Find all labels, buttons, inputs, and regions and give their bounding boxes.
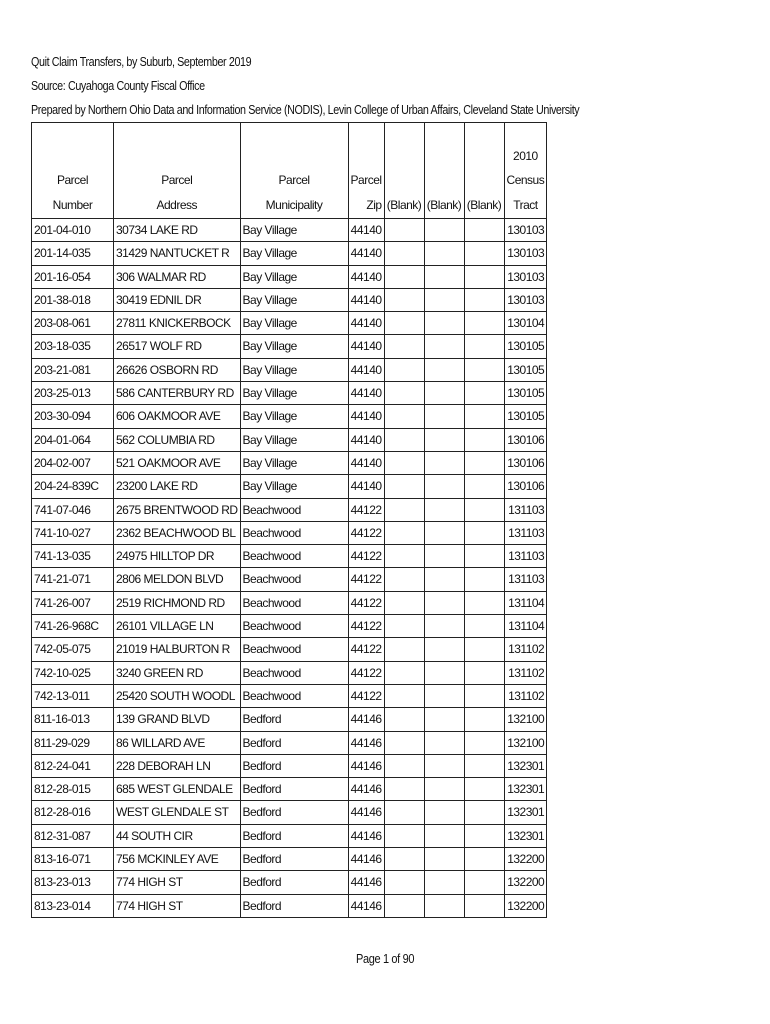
cell-parcel-number: 741-26-968C	[32, 615, 114, 638]
cell-census-tract: 130106	[504, 475, 547, 498]
table-row	[32, 219, 547, 242]
cell-parcel-zip: 44140	[348, 382, 384, 405]
cell-blank-1	[384, 661, 424, 684]
cell-blank-3	[464, 801, 504, 824]
cell-blank-2	[424, 219, 464, 242]
cell-parcel-address: 26101 VILLAGE LN	[114, 615, 241, 638]
cell-parcel-municipality: Beachwood	[240, 568, 348, 591]
cell-parcel-address: 26626 OSBORN RD	[114, 358, 241, 381]
table-row	[32, 498, 547, 521]
cell-parcel-municipality: Bedford	[240, 778, 348, 801]
cell-parcel-zip: 44122	[348, 638, 384, 661]
cell-parcel-address: 139 GRAND BLVD	[114, 708, 241, 731]
cell-blank-1	[384, 638, 424, 661]
header-row	[32, 123, 547, 219]
cell-parcel-zip: 44140	[348, 475, 384, 498]
cell-blank-3	[464, 545, 504, 568]
cell-parcel-address: 685 WEST GLENDALE	[114, 778, 241, 801]
cell-parcel-municipality: Bay Village	[240, 312, 348, 335]
cell-parcel-number: 813-23-014	[32, 894, 114, 917]
cell-blank-1	[384, 708, 424, 731]
cell-parcel-number: 811-29-029	[32, 731, 114, 754]
cell-blank-1	[384, 731, 424, 754]
cell-parcel-municipality: Bedford	[240, 708, 348, 731]
cell-parcel-address: 30734 LAKE RD	[114, 219, 241, 242]
cell-parcel-number: 203-21-081	[32, 358, 114, 381]
col-parcel-municipality: Parcel Municipality	[240, 123, 348, 219]
cell-blank-2	[424, 335, 464, 358]
cell-blank-3	[464, 335, 504, 358]
cell-blank-2	[424, 848, 464, 871]
cell-parcel-zip: 44122	[348, 545, 384, 568]
cell-parcel-address: 30419 EDNIL DR	[114, 288, 241, 311]
cell-parcel-number: 811-16-013	[32, 708, 114, 731]
col-blank-3: (Blank)	[464, 123, 504, 219]
cell-blank-2	[424, 824, 464, 847]
cell-parcel-number: 201-16-054	[32, 265, 114, 288]
cell-parcel-municipality: Bay Village	[240, 219, 348, 242]
cell-parcel-address: 31429 NANTUCKET R	[114, 242, 241, 265]
cell-parcel-address: 27811 KNICKERBOCK	[114, 312, 241, 335]
cell-parcel-municipality: Beachwood	[240, 498, 348, 521]
cell-blank-3	[464, 894, 504, 917]
cell-blank-1	[384, 335, 424, 358]
cell-blank-3	[464, 475, 504, 498]
cell-parcel-number: 742-13-011	[32, 684, 114, 707]
table-row	[32, 824, 547, 847]
cell-census-tract: 130103	[504, 288, 547, 311]
table-row	[32, 288, 547, 311]
cell-census-tract: 130103	[504, 265, 547, 288]
cell-parcel-number: 203-08-061	[32, 312, 114, 335]
cell-parcel-address: 86 WILLARD AVE	[114, 731, 241, 754]
table-row	[32, 358, 547, 381]
cell-parcel-zip: 44140	[348, 312, 384, 335]
cell-parcel-zip: 44140	[348, 451, 384, 474]
cell-census-tract: 131102	[504, 638, 547, 661]
cell-parcel-number: 203-18-035	[32, 335, 114, 358]
table-row	[32, 405, 547, 428]
cell-parcel-municipality: Beachwood	[240, 638, 348, 661]
cell-parcel-address: 756 MCKINLEY AVE	[114, 848, 241, 871]
table-row	[32, 521, 547, 544]
cell-blank-1	[384, 358, 424, 381]
cell-parcel-address: 2519 RICHMOND RD	[114, 591, 241, 614]
table-row	[32, 754, 547, 777]
cell-blank-3	[464, 615, 504, 638]
cell-parcel-municipality: Bay Village	[240, 288, 348, 311]
cell-parcel-address: 2362 BEACHWOOD BL	[114, 521, 241, 544]
cell-blank-2	[424, 731, 464, 754]
cell-parcel-address: 606 OAKMOOR AVE	[114, 405, 241, 428]
cell-blank-2	[424, 382, 464, 405]
cell-blank-3	[464, 778, 504, 801]
cell-blank-2	[424, 498, 464, 521]
cell-census-tract: 130104	[504, 312, 547, 335]
cell-blank-3	[464, 684, 504, 707]
cell-blank-3	[464, 405, 504, 428]
table-row	[32, 265, 547, 288]
cell-parcel-zip: 44140	[348, 335, 384, 358]
cell-parcel-zip: 44146	[348, 871, 384, 894]
cell-blank-3	[464, 871, 504, 894]
cell-blank-3	[464, 638, 504, 661]
cell-parcel-zip: 44122	[348, 591, 384, 614]
cell-parcel-number: 742-05-075	[32, 638, 114, 661]
cell-census-tract: 132100	[504, 731, 547, 754]
cell-blank-3	[464, 242, 504, 265]
cell-parcel-municipality: Beachwood	[240, 684, 348, 707]
table-row	[32, 451, 547, 474]
cell-census-tract: 130105	[504, 382, 547, 405]
cell-blank-3	[464, 312, 504, 335]
cell-parcel-address: 774 HIGH ST	[114, 894, 241, 917]
cell-blank-2	[424, 358, 464, 381]
cell-parcel-number: 812-24-041	[32, 754, 114, 777]
cell-census-tract: 131104	[504, 591, 547, 614]
cell-parcel-municipality: Bedford	[240, 754, 348, 777]
cell-blank-2	[424, 801, 464, 824]
cell-parcel-address: 306 WALMAR RD	[114, 265, 241, 288]
cell-parcel-municipality: Bay Village	[240, 335, 348, 358]
cell-parcel-address: 44 SOUTH CIR	[114, 824, 241, 847]
cell-census-tract: 130106	[504, 451, 547, 474]
cell-blank-2	[424, 661, 464, 684]
cell-census-tract: 130105	[504, 335, 547, 358]
cell-parcel-zip: 44122	[348, 521, 384, 544]
cell-parcel-number: 813-16-071	[32, 848, 114, 871]
cell-parcel-municipality: Bay Village	[240, 451, 348, 474]
table-row	[32, 684, 547, 707]
report-prepared-by: Prepared by Northern Ohio Data and Information Service (NODIS), Levin College of Urban Affairs, Cleveland State University	[31, 103, 580, 117]
cell-blank-3	[464, 731, 504, 754]
cell-blank-3	[464, 591, 504, 614]
cell-blank-2	[424, 475, 464, 498]
cell-parcel-address: 562 COLUMBIA RD	[114, 428, 241, 451]
report-title: Quit Claim Transfers, by Suburb, September 2019	[31, 55, 252, 69]
cell-parcel-address: WEST GLENDALE ST	[114, 801, 241, 824]
cell-parcel-address: 2675 BRENTWOOD RD	[114, 498, 241, 521]
cell-blank-1	[384, 475, 424, 498]
cell-census-tract: 132301	[504, 778, 547, 801]
cell-parcel-zip: 44140	[348, 428, 384, 451]
table-row	[32, 312, 547, 335]
cell-census-tract: 130105	[504, 358, 547, 381]
cell-blank-3	[464, 568, 504, 591]
cell-census-tract: 131102	[504, 661, 547, 684]
cell-blank-1	[384, 778, 424, 801]
cell-blank-2	[424, 545, 464, 568]
cell-blank-1	[384, 405, 424, 428]
cell-parcel-zip: 44140	[348, 405, 384, 428]
cell-blank-1	[384, 451, 424, 474]
report-source: Source: Cuyahoga County Fiscal Office	[31, 79, 205, 93]
cell-blank-2	[424, 521, 464, 544]
cell-blank-1	[384, 615, 424, 638]
table-row	[32, 545, 547, 568]
cell-parcel-municipality: Bedford	[240, 801, 348, 824]
transfers-table	[31, 122, 547, 918]
cell-census-tract: 132301	[504, 754, 547, 777]
cell-blank-1	[384, 545, 424, 568]
cell-parcel-number: 201-04-010	[32, 219, 114, 242]
cell-blank-2	[424, 265, 464, 288]
cell-parcel-zip: 44146	[348, 778, 384, 801]
cell-blank-2	[424, 568, 464, 591]
table-row	[32, 382, 547, 405]
cell-blank-2	[424, 428, 464, 451]
cell-blank-2	[424, 288, 464, 311]
cell-blank-3	[464, 754, 504, 777]
cell-parcel-address: 21019 HALBURTON R	[114, 638, 241, 661]
cell-census-tract: 131103	[504, 521, 547, 544]
cell-census-tract: 130103	[504, 219, 547, 242]
cell-parcel-municipality: Bedford	[240, 894, 348, 917]
cell-blank-2	[424, 778, 464, 801]
cell-blank-1	[384, 242, 424, 265]
cell-blank-1	[384, 219, 424, 242]
cell-parcel-municipality: Beachwood	[240, 615, 348, 638]
cell-blank-1	[384, 871, 424, 894]
cell-parcel-number: 204-02-007	[32, 451, 114, 474]
cell-parcel-zip: 44146	[348, 731, 384, 754]
cell-parcel-municipality: Beachwood	[240, 591, 348, 614]
cell-parcel-zip: 44122	[348, 615, 384, 638]
cell-parcel-number: 741-13-035	[32, 545, 114, 568]
cell-census-tract: 130106	[504, 428, 547, 451]
cell-parcel-municipality: Bay Village	[240, 475, 348, 498]
cell-parcel-zip: 44122	[348, 684, 384, 707]
cell-parcel-zip: 44122	[348, 568, 384, 591]
cell-census-tract: 131104	[504, 615, 547, 638]
cell-parcel-number: 812-28-016	[32, 801, 114, 824]
cell-blank-3	[464, 219, 504, 242]
col-blank-2: (Blank)	[424, 123, 464, 219]
cell-parcel-municipality: Bay Village	[240, 428, 348, 451]
cell-parcel-zip: 44140	[348, 219, 384, 242]
cell-parcel-address: 23200 LAKE RD	[114, 475, 241, 498]
cell-parcel-zip: 44146	[348, 754, 384, 777]
cell-census-tract: 132100	[504, 708, 547, 731]
table-row	[32, 638, 547, 661]
cell-parcel-municipality: Bay Village	[240, 242, 348, 265]
cell-blank-3	[464, 451, 504, 474]
cell-parcel-zip: 44140	[348, 288, 384, 311]
table-row	[32, 428, 547, 451]
cell-parcel-number: 204-01-064	[32, 428, 114, 451]
cell-parcel-number: 812-31-087	[32, 824, 114, 847]
cell-census-tract: 130103	[504, 242, 547, 265]
cell-parcel-zip: 44146	[348, 801, 384, 824]
cell-blank-2	[424, 312, 464, 335]
cell-census-tract: 132200	[504, 894, 547, 917]
cell-parcel-address: 2806 MELDON BLVD	[114, 568, 241, 591]
cell-parcel-address: 774 HIGH ST	[114, 871, 241, 894]
cell-blank-2	[424, 871, 464, 894]
cell-blank-3	[464, 265, 504, 288]
cell-blank-3	[464, 498, 504, 521]
cell-parcel-number: 201-38-018	[32, 288, 114, 311]
cell-blank-1	[384, 801, 424, 824]
cell-parcel-number: 742-10-025	[32, 661, 114, 684]
cell-blank-2	[424, 615, 464, 638]
cell-blank-1	[384, 382, 424, 405]
table-row	[32, 778, 547, 801]
cell-parcel-zip: 44140	[348, 358, 384, 381]
cell-blank-2	[424, 708, 464, 731]
cell-parcel-number: 741-26-007	[32, 591, 114, 614]
cell-blank-3	[464, 661, 504, 684]
cell-census-tract: 132200	[504, 848, 547, 871]
cell-blank-2	[424, 684, 464, 707]
cell-blank-2	[424, 242, 464, 265]
table-row	[32, 568, 547, 591]
cell-parcel-zip: 44140	[348, 242, 384, 265]
col-parcel-number: Parcel Number	[32, 123, 114, 219]
col-blank-1: (Blank)	[384, 123, 424, 219]
cell-parcel-municipality: Bay Village	[240, 405, 348, 428]
cell-blank-1	[384, 591, 424, 614]
col-parcel-address: Parcel Address	[114, 123, 241, 219]
cell-parcel-zip: 44146	[348, 894, 384, 917]
cell-parcel-number: 741-07-046	[32, 498, 114, 521]
cell-census-tract: 131103	[504, 545, 547, 568]
cell-blank-2	[424, 591, 464, 614]
table-row	[32, 335, 547, 358]
cell-parcel-municipality: Beachwood	[240, 545, 348, 568]
cell-blank-2	[424, 451, 464, 474]
cell-blank-2	[424, 754, 464, 777]
cell-parcel-municipality: Bedford	[240, 871, 348, 894]
cell-blank-3	[464, 521, 504, 544]
cell-blank-1	[384, 684, 424, 707]
table-row	[32, 591, 547, 614]
table-row	[32, 894, 547, 917]
cell-blank-3	[464, 848, 504, 871]
cell-blank-1	[384, 848, 424, 871]
table-row	[32, 475, 547, 498]
cell-blank-1	[384, 265, 424, 288]
cell-blank-1	[384, 894, 424, 917]
cell-census-tract: 132200	[504, 871, 547, 894]
table-row	[32, 708, 547, 731]
cell-blank-3	[464, 708, 504, 731]
cell-parcel-number: 741-10-027	[32, 521, 114, 544]
table-row	[32, 801, 547, 824]
cell-blank-1	[384, 288, 424, 311]
cell-census-tract: 131102	[504, 684, 547, 707]
cell-parcel-zip: 44146	[348, 848, 384, 871]
cell-parcel-address: 521 OAKMOOR AVE	[114, 451, 241, 474]
cell-parcel-number: 741-21-071	[32, 568, 114, 591]
cell-parcel-municipality: Beachwood	[240, 661, 348, 684]
cell-blank-1	[384, 428, 424, 451]
cell-parcel-address: 25420 SOUTH WOODL	[114, 684, 241, 707]
cell-blank-3	[464, 288, 504, 311]
cell-parcel-address: 24975 HILLTOP DR	[114, 545, 241, 568]
cell-parcel-number: 812-28-015	[32, 778, 114, 801]
cell-blank-1	[384, 824, 424, 847]
cell-blank-1	[384, 312, 424, 335]
cell-parcel-zip: 44122	[348, 661, 384, 684]
cell-parcel-address: 3240 GREEN RD	[114, 661, 241, 684]
cell-parcel-zip: 44122	[348, 498, 384, 521]
cell-parcel-municipality: Bedford	[240, 731, 348, 754]
cell-census-tract: 131103	[504, 498, 547, 521]
cell-parcel-municipality: Beachwood	[240, 521, 348, 544]
cell-parcel-municipality: Bay Village	[240, 358, 348, 381]
col-parcel-zip: Parcel Zip	[348, 123, 384, 219]
cell-blank-1	[384, 754, 424, 777]
cell-census-tract: 132301	[504, 824, 547, 847]
cell-blank-1	[384, 498, 424, 521]
cell-census-tract: 132301	[504, 801, 547, 824]
table-body	[32, 219, 547, 918]
cell-parcel-address: 228 DEBORAH LN	[114, 754, 241, 777]
cell-parcel-number: 813-23-013	[32, 871, 114, 894]
cell-blank-2	[424, 405, 464, 428]
cell-parcel-address: 586 CANTERBURY RD	[114, 382, 241, 405]
table-row	[32, 848, 547, 871]
cell-census-tract: 130105	[504, 405, 547, 428]
table-row	[32, 871, 547, 894]
cell-parcel-municipality: Bay Village	[240, 382, 348, 405]
cell-parcel-number: 201-14-035	[32, 242, 114, 265]
cell-blank-3	[464, 358, 504, 381]
cell-parcel-number: 203-25-013	[32, 382, 114, 405]
cell-blank-3	[464, 382, 504, 405]
cell-blank-1	[384, 568, 424, 591]
cell-parcel-municipality: Bay Village	[240, 265, 348, 288]
cell-parcel-zip: 44140	[348, 265, 384, 288]
cell-blank-3	[464, 824, 504, 847]
cell-parcel-number: 204-24-839C	[32, 475, 114, 498]
cell-blank-2	[424, 894, 464, 917]
cell-blank-1	[384, 521, 424, 544]
table-row	[32, 242, 547, 265]
col-census-tract: 2010 Census Tract	[504, 123, 547, 219]
table-row	[32, 661, 547, 684]
cell-parcel-municipality: Bedford	[240, 824, 348, 847]
cell-census-tract: 131103	[504, 568, 547, 591]
table-row	[32, 731, 547, 754]
cell-parcel-municipality: Bedford	[240, 848, 348, 871]
cell-parcel-number: 203-30-094	[32, 405, 114, 428]
page-label: Page 1 of 90	[355, 952, 415, 966]
table-row	[32, 615, 547, 638]
cell-blank-2	[424, 638, 464, 661]
cell-blank-3	[464, 428, 504, 451]
page-indicator	[0, 952, 770, 966]
cell-parcel-address: 26517 WOLF RD	[114, 335, 241, 358]
cell-parcel-zip: 44146	[348, 824, 384, 847]
cell-parcel-zip: 44146	[348, 708, 384, 731]
